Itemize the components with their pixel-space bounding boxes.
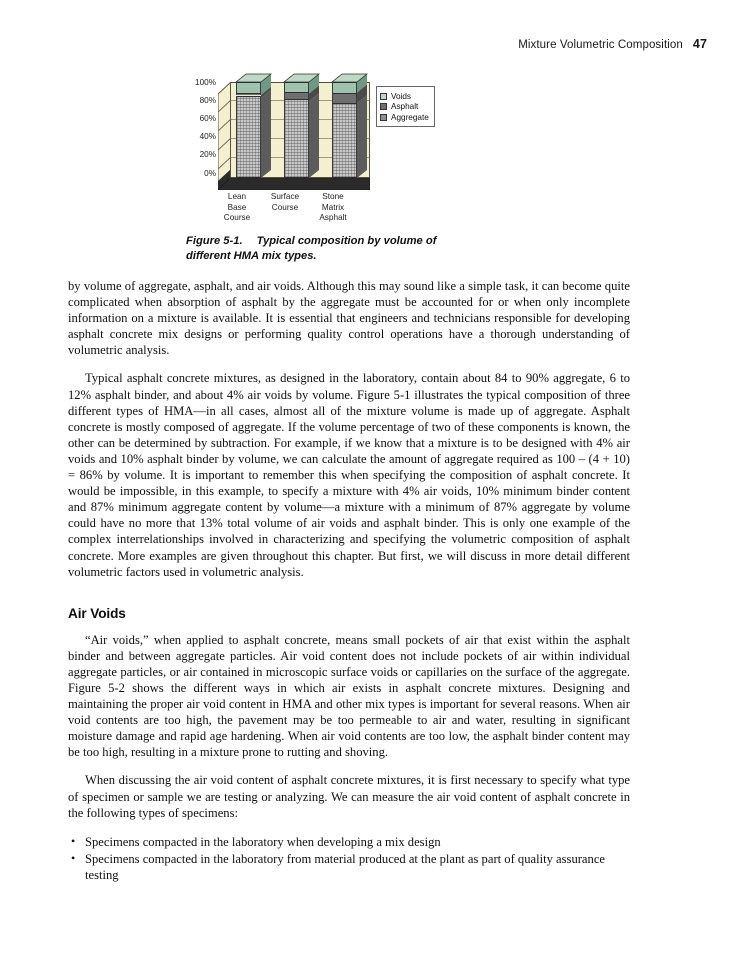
bullet-icon: • <box>71 850 76 865</box>
body-content <box>68 278 630 884</box>
page-number: 47 <box>692 37 707 51</box>
legend-swatch-icon <box>380 93 387 100</box>
legend-item-asphalt <box>380 102 429 111</box>
segment-voids <box>236 82 261 93</box>
list-item <box>68 834 630 850</box>
segment-asphalt <box>284 92 309 100</box>
chart-legend <box>376 86 435 127</box>
x-label-stone-matrix-asphalt <box>308 192 358 224</box>
bar-stone-matrix-asphalt <box>332 82 357 178</box>
bar-group <box>230 82 370 178</box>
y-tick: 100% <box>195 78 216 87</box>
x-label-line: Course <box>223 213 251 222</box>
paragraph-4: When discussing the air void content of asphalt concrete mixtures, it is first necessary to specify what type of specimen or sample we are testing or analyzing. We can measure the air void content of asphalt concrete in the following types of specimens: <box>68 773 630 820</box>
bar-lean-base-course <box>236 82 261 178</box>
segment-voids <box>332 82 357 93</box>
y-tick: 0% <box>204 169 216 178</box>
list-item <box>68 851 630 883</box>
legend-label: Aggregate <box>391 112 429 122</box>
segment-asphalt <box>332 93 357 104</box>
figure-caption <box>186 234 456 263</box>
paragraph-3: “Air voids,” when applied to asphalt concrete, means small pockets of air that exist within the asphalt binder and between aggregate particles. Air void content does not include pockets of air within individual aggregate particles, or air contained in microscopic surface voids or capillaries on the surface of the aggregate. Figure 5-2 shows the different ways in which air exists in asphalt concrete mixtures. Designing and maintaining the proper air void content in HMA and other mix types is important for several reasons. When air void contents are too high, the pavement may be too permeable to air and water, resulting in significant moisture damage and rapid age hardening. When air void contents are too low, the asphalt binder content may be too high, resulting in a mixture prone to rutting and shoving. <box>68 632 630 760</box>
paragraph-2: Typical asphalt concrete mixtures, as designed in the laboratory, contain about 84 to 90% aggregate, 6 to 12% asphalt binder, and about 4% air voids by volume. Figure 5-1 illustrates the typical composition of three different types of HMA—in all cases, almost all of the mixture volume is made up of aggregate. Asphalt concrete is mostly composed of aggregate. If the volume percentage of two of these components is known, the other can be determined by subtraction. For example, if we know that a mixture is to be designed with 4% air voids and 10% asphalt binder by volume, we can calculate the amount of aggregate required as 100 – (4 + 10) = 86% by volume. It is important to remember this when specifying the composition of asphalt concrete. It would be impossible, in this example, to specify a mixture with 4% air voids, 10% minimum binder content and 87% minimum aggregate content by volume—a mixture with a minimum of 87% aggregate by volume could have no more that 13% total volume of air voids and asphalt binder. This is only one example of the complex interrelationships involved in characterizing and specifying the volumetric composition of asphalt concrete. More examples are given throughout this chapter. But first, we will discuss in more detail different volumetric factors used in volumetric analysis. <box>68 371 630 579</box>
bar-front-face <box>236 82 261 178</box>
segment-aggregate <box>236 96 261 179</box>
x-label-line: Lean <box>227 192 247 201</box>
x-label-line: Surface <box>270 192 300 201</box>
running-head-title: Mixture Volumetric Composition <box>518 39 683 51</box>
legend-item-aggregate <box>380 113 429 122</box>
y-tick: 40% <box>199 132 216 141</box>
chart-floor <box>218 178 370 190</box>
figure-caption-text: Typical composition by volume of different HMA mix types. <box>186 235 437 262</box>
bar-front-face <box>332 82 357 178</box>
bar-side-face <box>357 74 367 178</box>
y-tick: 80% <box>199 96 216 105</box>
figure-caption-label: Figure 5-1. <box>186 235 243 247</box>
x-label-line: Asphalt <box>319 213 347 222</box>
specimen-types-list <box>68 834 630 883</box>
x-label-line: Matrix <box>321 202 345 212</box>
section-heading-air-voids: Air Voids <box>68 605 126 621</box>
bullet-icon: • <box>71 833 76 848</box>
stacked-bar-chart <box>186 78 429 230</box>
legend-item-voids <box>380 92 429 101</box>
segment-aggregate <box>332 103 357 178</box>
running-head <box>518 37 707 51</box>
paragraph-1: by volume of aggregate, asphalt, and air voids. Although this may sound like a simple task, it can become quite complicated when absorption of asphalt by the aggregate must be accounted for or when only incomplete information on a mixture is available. It is essential that engineers and technicians responsible for developing asphalt concrete mix designs or performing quality control operations have a thorough understanding of volumetric analysis. <box>68 279 630 358</box>
legend-swatch-icon <box>380 103 387 110</box>
legend-label: Voids <box>391 91 412 101</box>
y-axis-tick-labels <box>186 78 216 190</box>
legend-label: Asphalt <box>391 102 419 111</box>
segment-voids <box>284 82 309 92</box>
x-label-line: Stone <box>322 192 344 201</box>
plot-area <box>218 82 370 190</box>
bar-front-face <box>284 82 309 178</box>
list-item-text: Specimens compacted in the laboratory from material produced at the plant as part of quality assurance testing <box>85 851 606 882</box>
bar-side-face <box>261 74 271 178</box>
x-label-lean-base-course <box>212 192 262 224</box>
figure-5-1 <box>186 78 456 262</box>
bar-surface-course <box>284 82 309 178</box>
x-label-line: Course <box>271 202 299 212</box>
segment-aggregate <box>284 99 309 178</box>
legend-swatch-icon <box>380 114 387 121</box>
y-tick: 60% <box>199 114 216 123</box>
list-item-text: Specimens compacted in the laboratory when developing a mix design <box>85 834 441 849</box>
x-label-surface-course <box>260 192 310 213</box>
bar-side-face <box>309 74 319 178</box>
y-tick: 20% <box>199 150 216 159</box>
x-label-line: Base <box>227 202 247 212</box>
